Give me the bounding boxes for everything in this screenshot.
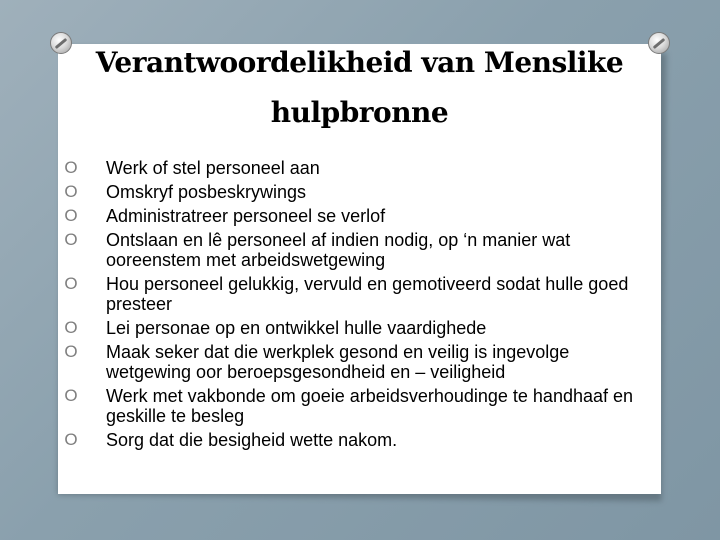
list-item-text: Hou personeel gelukkig, vervuld en gemotiveerd sodat hulle goed presteer xyxy=(106,274,629,314)
list-item xyxy=(60,318,660,338)
list-item xyxy=(60,158,660,178)
list-item xyxy=(60,342,660,382)
bullet-icon: O xyxy=(64,158,78,177)
list-item-text: Administratreer personeel se verlof xyxy=(106,206,386,226)
bullet-icon: O xyxy=(64,206,78,225)
bullet-icon: O xyxy=(64,386,78,405)
bullet-icon: O xyxy=(64,342,78,361)
slide-title: Verantwoordelikheid van Menslike hulpbronne xyxy=(95,46,624,129)
list-item-text: Ontslaan en lê personeel af indien nodig, op ‘n manier wat ooreenstem met arbeidswetgewing xyxy=(106,230,571,270)
list-item xyxy=(60,274,660,314)
list-item-text: Sorg dat die besigheid wette nakom. xyxy=(106,430,398,450)
list-item-text: Werk of stel personeel aan xyxy=(106,158,320,178)
bullet-list xyxy=(60,158,660,454)
list-item-text: Omskryf posbeskrywings xyxy=(106,182,307,202)
list-item-text: Lei personae op en ontwikkel hulle vaardighede xyxy=(106,318,487,338)
list-item-text: Werk met vakbonde om goeie arbeidsverhoudinge te handhaaf en geskille te besleg xyxy=(106,386,634,426)
bullet-icon: O xyxy=(64,318,78,337)
list-item xyxy=(60,206,660,226)
list-item-text: Maak seker dat die werkplek gesond en veilig is ingevolge wetgewing oor beroepsgesondheid en – veiligheid xyxy=(106,342,570,382)
bullet-icon: O xyxy=(64,430,78,449)
list-item xyxy=(60,182,660,202)
bullet-icon: O xyxy=(64,230,78,249)
list-item xyxy=(60,430,660,450)
bullet-icon: O xyxy=(64,182,78,201)
list-item xyxy=(60,230,660,270)
list-item xyxy=(60,386,660,426)
bullet-icon: O xyxy=(64,274,78,293)
